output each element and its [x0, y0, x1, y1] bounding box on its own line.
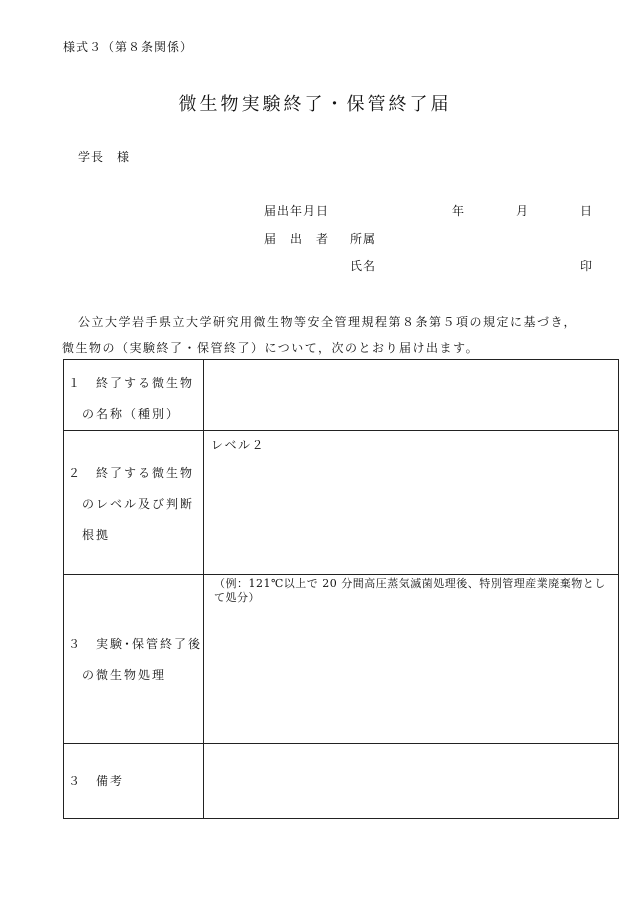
level-basis-field[interactable] [204, 431, 619, 575]
row-content: レベル２ [211, 438, 266, 452]
table-row [64, 744, 619, 819]
row-label-line: ３ 備考 [68, 774, 125, 788]
row-label-line: ２ 終了する微生物 [68, 466, 195, 480]
document-title: 微生物実験終了・保管終了届 [178, 94, 452, 115]
row-label-cell [64, 575, 204, 744]
seal-mark: 印 [580, 259, 594, 273]
row-label-line: １ 終了する微生物 [68, 376, 195, 390]
table-row [64, 360, 619, 431]
table-row [64, 431, 619, 575]
microbe-name-field[interactable] [204, 360, 619, 431]
applicant-label: 届 出 者 [264, 232, 330, 246]
row-content [204, 744, 618, 756]
row-label-line: のレベル及び判断 [68, 497, 195, 511]
row-label-cell [64, 431, 204, 575]
month-label: 月 [516, 204, 530, 218]
body-text-line: 微生物の（実験終了・保管終了）について，次のとおり届け出ます。 [62, 341, 480, 355]
addressee: 学長 様 [78, 150, 131, 164]
report-table [63, 359, 619, 819]
example-note: （例：121℃以上で 20 分間高圧蒸気滅菌処理後、特別管理産業廃棄物として処分） [214, 577, 606, 604]
table-row [64, 575, 619, 744]
row-label-line: 根拠 [68, 528, 111, 542]
disposal-method-field[interactable] [204, 575, 619, 744]
row-label-cell [64, 360, 204, 431]
row-label-line: の名称（種別） [68, 407, 181, 421]
row-label-line: の微生物処理 [68, 668, 167, 682]
year-label: 年 [452, 204, 466, 218]
name-label: 氏名 [350, 259, 377, 273]
row-label-cell [64, 744, 204, 819]
day-label: 日 [580, 204, 594, 218]
row-content [204, 360, 618, 372]
submission-date-label: 届出年月日 [264, 204, 330, 218]
affiliation-label: 所属 [350, 232, 377, 246]
remarks-field[interactable] [204, 744, 619, 819]
row-label-line: ３ 実験･保管終了後 [68, 637, 203, 651]
form-number: 様式３（第８条関係） [63, 40, 194, 54]
body-text-line: 公立大学岩手県立大学研究用微生物等安全管理規程第８条第５項の規定に基づき， [78, 315, 578, 329]
